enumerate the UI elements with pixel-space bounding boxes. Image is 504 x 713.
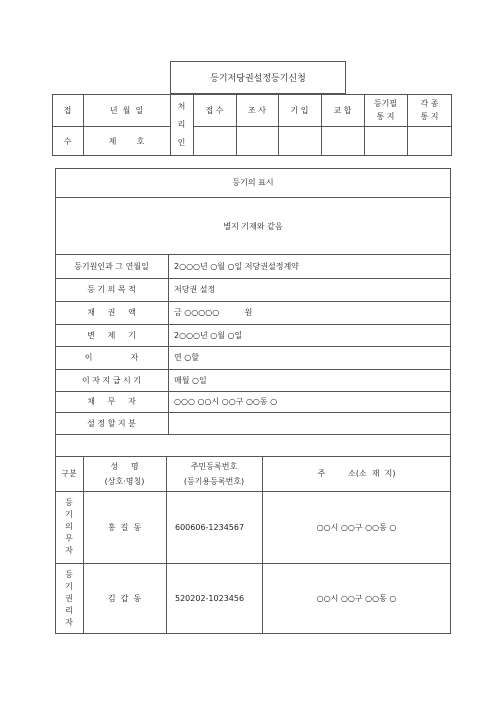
receipt-date: 년 월 일 — [109, 105, 144, 115]
separate-sheet-note: 별지 기재와 같음 — [223, 221, 283, 231]
party-id-obligee: 520202-1023456 — [175, 594, 245, 603]
value-interest-payment: 매월 ○일 — [174, 375, 207, 385]
value-share — [168, 412, 451, 434]
party-name-obligor: 홍 길 동 — [107, 522, 142, 532]
party-role-obligor: 등 기 의 무 자 — [65, 498, 73, 555]
receipt-number: 제 호 — [108, 136, 145, 146]
label-interest: 이 자 — [84, 353, 139, 362]
receipt-col-gakjong: 각 종 통 지 — [420, 99, 439, 121]
value-cause-date: 2○○○년 ○월 ○일 저당권설정계약 — [174, 261, 299, 271]
label-interest-payment: 이 자 지 급 시 기 — [81, 375, 142, 385]
receipt-cheoriin: 처 리 인 — [177, 102, 186, 147]
party-role-obligee: 등 기 권 리 자 — [65, 569, 73, 627]
label-claim-amount: 채 권 액 — [87, 308, 136, 317]
receipt-col-josa: 조 사 — [248, 105, 266, 115]
receipt-col-deunggipil: 등기필 통 지 — [373, 99, 398, 121]
value-interest: 연 ○할 — [174, 353, 199, 362]
receipt-col-jeopsu: 접 수 — [205, 105, 224, 115]
form-title: 등기저당권설정등기신청 — [210, 74, 306, 84]
party-name-obligee: 김 갑 동 — [107, 594, 142, 603]
label-cause-date: 등기원인과 그 연월일 — [74, 261, 149, 271]
value-claim-amount: 금 ○○○○○ 원 — [174, 308, 253, 317]
receipt-jeop: 접 — [63, 105, 72, 115]
party-address-obligor: ○○시 ○○구 ○○동 ○ — [316, 522, 397, 532]
party-header-name: 성 명 (상호·명칭) — [104, 461, 145, 486]
party-id-obligor: 600606-1234567 — [175, 522, 245, 532]
party-header-address: 주 소(소 재 지) — [317, 469, 396, 478]
value-purpose: 저당권 설정 — [174, 285, 216, 294]
receipt-col-giip: 기 입 — [290, 105, 309, 115]
label-purpose: 등 기 의 목 적 — [87, 285, 136, 294]
value-due-date: 2○○○년 ○월 ○일 — [174, 330, 243, 340]
label-debtor: 채 무 자 — [87, 397, 136, 406]
receipt-su: 수 — [63, 136, 72, 146]
label-due-date: 변 제 기 — [87, 330, 136, 340]
party-header-id: 주민등록번호 (등기용등록번호) — [183, 461, 245, 486]
party-address-obligee: ○○시 ○○구 ○○동 ○ — [316, 594, 397, 603]
value-debtor: ○○○ ○○시 ○○구 ○○동 ○ — [174, 397, 278, 406]
display-header: 등기의 표시 — [232, 178, 274, 187]
receipt-col-gyohap: 교 합 — [333, 105, 352, 115]
party-header-gubun: 구분 — [61, 469, 77, 478]
label-share: 설 정 할 지 분 — [87, 418, 136, 428]
